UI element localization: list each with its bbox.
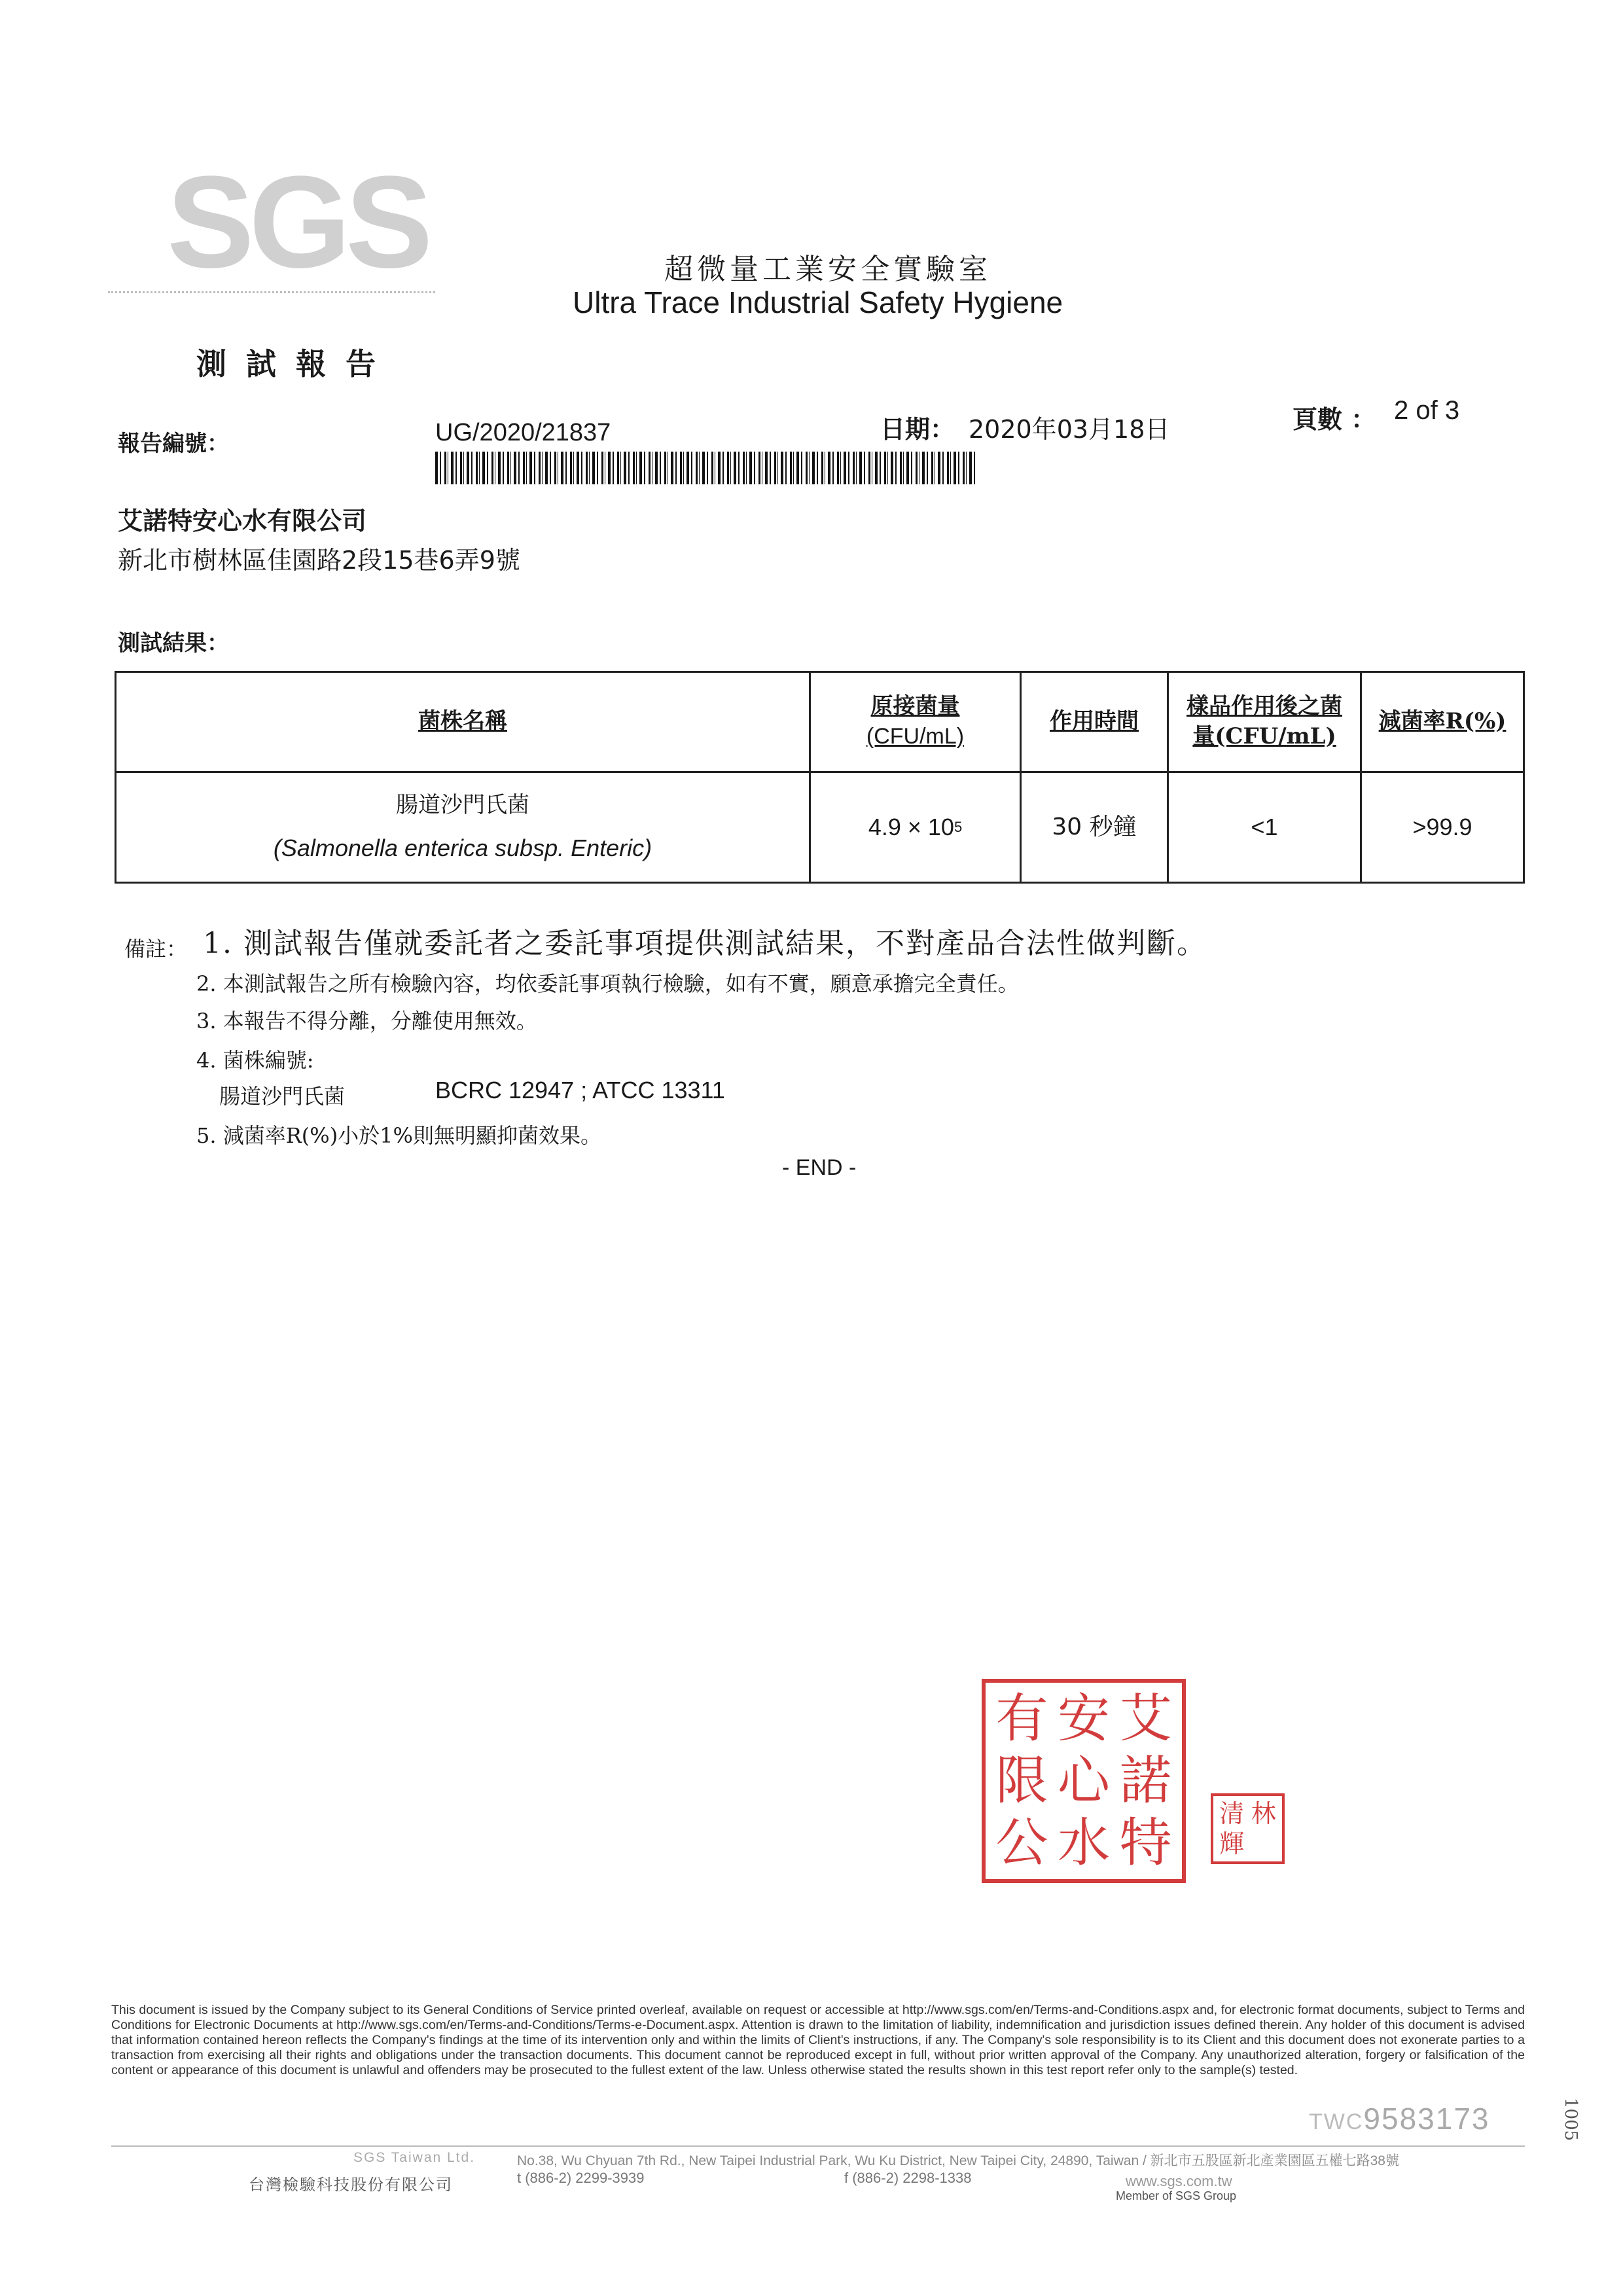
- note-1: 1. 測試報告僅就委託者之委託事項提供測試結果，不對產品合法性做判斷。: [203, 927, 1207, 960]
- company-seal-char: 限: [995, 1749, 1048, 1811]
- results-table: [115, 671, 1525, 884]
- reduction-value: >99.9: [1412, 813, 1472, 840]
- note-4-strain-code: BCRC 12947 ; ATCC 13311: [435, 1077, 725, 1103]
- after-count-value: <1: [1251, 813, 1278, 840]
- sgs-logo: [167, 149, 428, 295]
- company-seal-char: 有: [995, 1688, 1048, 1749]
- lab-name-en: Ultra Trace Industrial Safety Hygiene: [573, 285, 1063, 319]
- side-code: 1005: [1561, 2098, 1580, 2142]
- note-5: 5. 減菌率R(%)小於1%則無明顯抑菌效果。: [196, 1123, 601, 1148]
- strain-name-latin: (Salmonella enterica subsp. Enteric): [273, 834, 652, 861]
- note-4: 4. 菌株編號:: [196, 1048, 314, 1073]
- notes-label: 備註：: [124, 937, 188, 961]
- report-number-label: 報告編號：: [118, 431, 229, 457]
- column-header-initial-count: [811, 673, 1020, 771]
- company-seal-char: 公: [995, 1812, 1048, 1873]
- document-serial: [1309, 2101, 1490, 2136]
- note-3: 3. 本報告不得分離，分離使用無效。: [196, 1009, 537, 1033]
- company-seal-char: 安: [1057, 1688, 1110, 1749]
- company-phone: t (886-2) 2299-3939: [517, 2170, 645, 2186]
- company-seal: [982, 1679, 1186, 1883]
- strain-name-cn: 腸道沙門氏菌: [396, 791, 529, 818]
- footer-divider: [111, 2145, 1525, 2147]
- client-name: 艾諾特安心水有限公司: [118, 507, 367, 535]
- column-header-initial-count-line1: 原接菌量: [870, 693, 960, 720]
- logo-dotted-rule: [108, 291, 435, 293]
- column-header-after-count-line1: 樣品作用後之菌: [1186, 693, 1342, 720]
- lab-name-cn: 超微量工業安全實驗室: [664, 253, 991, 286]
- company-name-en: SGS Taiwan Ltd.: [353, 2150, 476, 2165]
- document-serial-prefix: TWC: [1309, 2109, 1364, 2134]
- personal-seal-char: 清: [1219, 1799, 1245, 1828]
- date-label: 日期：: [880, 414, 955, 444]
- initial-count-value: [811, 773, 1020, 882]
- note-2: 2. 本測試報告之所有檢驗內容，均依委託事項執行檢驗，如有不實，願意承擔完全責任。: [196, 971, 1019, 996]
- document-serial-number: 9583173: [1363, 2102, 1490, 2136]
- results-label: 測試結果：: [118, 630, 229, 656]
- date-value: 2020年03月18日: [969, 415, 1170, 444]
- table-row-strain: [116, 773, 809, 882]
- report-number: UG/2020/21837: [435, 419, 611, 446]
- initial-count-exponent: 5: [954, 819, 963, 836]
- column-header-initial-count-line2: (CFU/mL): [866, 724, 965, 749]
- note-4-strain: 腸道沙門氏菌: [219, 1084, 346, 1109]
- company-website: www.sgs.com.tw: [1126, 2173, 1232, 2189]
- report-barcode: [435, 452, 978, 484]
- column-header-after-count-line2: 量(CFU/mL): [1192, 723, 1336, 749]
- contact-time-value: 30 秒鐘: [1052, 813, 1137, 840]
- column-header-reduction: 減菌率R(%): [1378, 708, 1507, 735]
- client-address: 新北市樹林區佳園路2段15巷6弄9號: [118, 546, 520, 575]
- personal-seal: [1211, 1793, 1285, 1864]
- company-seal-char: 心: [1057, 1749, 1110, 1811]
- end-mark: - END -: [782, 1155, 857, 1180]
- company-name-cn: 台灣檢驗科技股份有限公司: [249, 2176, 453, 2194]
- page-value: 2 of 3: [1394, 396, 1460, 425]
- sgs-group-member: Member of SGS Group: [1116, 2189, 1237, 2202]
- footer-disclaimer: This document is issued by the Company subject to its General Conditions of Service printed overleaf, available on request or accessible at http://www.sgs.com/en/Terms-and-Conditions.aspx and, for electronic format documents, subject to Terms and Conditions for Electronic Documents at http://www.sgs.com/en/Terms-and-Conditions/Terms-e-Document.aspx. Attention is drawn to the limitation of liability, indemnification and jurisdiction issues defined therein. Any holder of this document is advised that information contained hereon reflects the Company's findings at the time of its intervention only and within the limits of Client's instructions, if any. The Company's sole responsibility is to its Client and this document does not exonerate parties to a transaction from exercising all their rights and obligations under the transaction documents. This document cannot be reproduced except in full, without prior written approval of the Company. Any unauthorized alteration, forgery or falsification of the content or appearance of this document is unlawful and offenders may be prosecuted to the fullest extent of the law. Unless otherwise stated the results shown in this test report refer only to the sample(s) tested.: [111, 2003, 1525, 2077]
- column-header-contact-time: 作用時間: [1050, 708, 1139, 735]
- sgs-logo-text: SGS: [167, 149, 428, 295]
- report-title: 測試報告: [196, 346, 395, 382]
- personal-seal-char: 輝: [1219, 1829, 1245, 1858]
- company-seal-char: 艾: [1119, 1688, 1172, 1749]
- column-header-after-count: [1169, 673, 1360, 771]
- company-seal-char: 特: [1119, 1812, 1172, 1873]
- company-seal-char: 水: [1057, 1812, 1110, 1873]
- company-seal-char: 諾: [1119, 1749, 1172, 1811]
- page-label: 頁數 ：: [1293, 404, 1376, 434]
- column-header-strain: 菌株名稱: [418, 708, 507, 735]
- company-fax: f (886-2) 2298-1338: [844, 2170, 972, 2186]
- initial-count-base: 4.9 × 10: [868, 813, 954, 840]
- personal-seal-char: 林: [1251, 1799, 1276, 1828]
- company-address: No.38, Wu Chyuan 7th Rd., New Taipei Industrial Park, Wu Ku District, New Taipei City, 24890, Taiwan / 新北市五股區新北產業園區五權七路38號: [517, 2153, 1399, 2168]
